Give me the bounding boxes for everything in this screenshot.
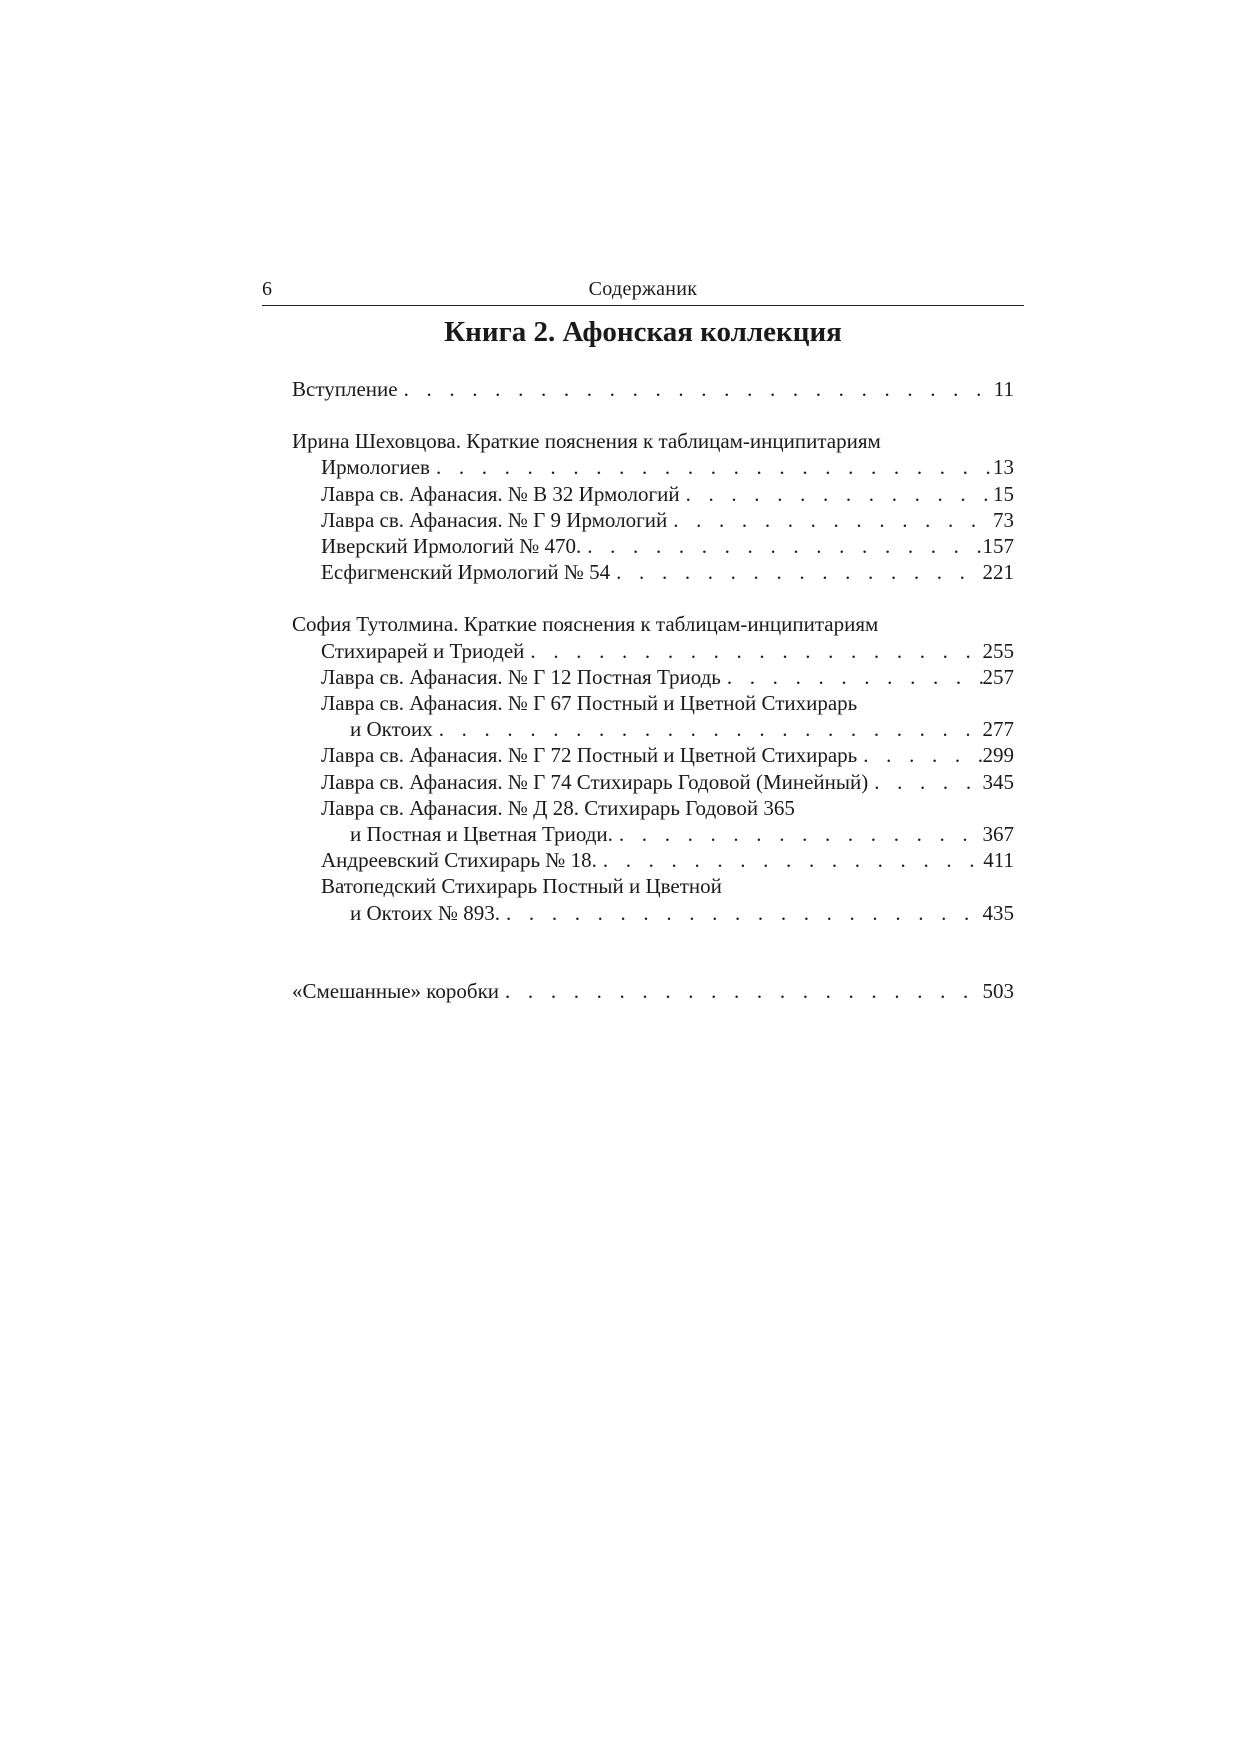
toc-entry-title: Лавра св. Афанасия. № Г 9 Ирмологий [321, 507, 668, 532]
dot-leader [430, 454, 993, 480]
running-head: Содержаник [588, 278, 698, 300]
toc-entry-title-line: Лавра св. Афанасия. № Д 28. Стихирарь Годовой 365 [321, 795, 795, 820]
dot-leader [667, 507, 993, 533]
header-rule [262, 305, 1024, 306]
toc-section-heading: Ирина Шеховцова. Краткие пояснения к таблицам-инципитариям [292, 429, 881, 454]
toc-entry-page: 411 [983, 848, 1014, 873]
toc-entry-title: Ирмологиев [321, 455, 430, 480]
toc-entry-intro[interactable] [292, 376, 1014, 402]
table-of-contents [292, 376, 1014, 1004]
toc-section-heading: София Тутолмина. Краткие пояснения к таблицам-инципитариям [292, 612, 879, 637]
toc-entry-page: 255 [982, 638, 1014, 663]
toc-entry-title: Иверский Ирмологий № 470. [321, 534, 582, 559]
toc-entry-page: 11 [993, 377, 1014, 401]
dot-leader [721, 664, 983, 690]
toc-entry-page: 503 [982, 978, 1014, 1003]
toc-entry-page: 15 [993, 481, 1014, 506]
toc-entry-title-line: Ватопедский Стихирарь Постный и Цветной [321, 874, 722, 899]
dot-leader [680, 481, 993, 507]
toc-entry[interactable] [292, 900, 1014, 926]
toc-entry-title-line: Лавра св. Афанасия. № Г 67 Постный и Цветной Стихирарь [321, 691, 858, 716]
toc-entry-page: 13 [993, 455, 1014, 480]
dot-leader [398, 376, 994, 402]
dot-leader [857, 742, 982, 768]
toc-entry[interactable] [292, 821, 1014, 847]
toc-entry-page: 345 [982, 769, 1014, 794]
toc-entry-title: и Октоих № 893. [350, 900, 501, 925]
toc-entry[interactable] [292, 559, 1014, 585]
toc-entry-page: 221 [982, 560, 1014, 585]
toc-entry-title: Лавра св. Афанасия. № Г 74 Стихирарь Годовой (Минейный) [321, 769, 869, 794]
toc-entry-title: Стихирарей и Триодей [321, 638, 525, 663]
dot-leader [613, 821, 983, 847]
book-title: Книга 2. Афонская коллекция [444, 316, 842, 348]
toc-entry-title: Лавра св. Афанасия. № Г 12 Постная Триодь [321, 664, 721, 689]
toc-entry[interactable] [292, 664, 1014, 690]
toc-entry-title: Вступление [292, 377, 398, 401]
page-number: 6 [262, 278, 272, 300]
toc-entry-page: 299 [982, 743, 1014, 768]
toc-entry-page: 367 [982, 822, 1014, 847]
toc-entry-mixed-boxes[interactable] [292, 978, 1014, 1004]
toc-entry-title: Андреевский Стихирарь № 18. [321, 848, 597, 873]
toc-entry-page: 435 [982, 900, 1014, 925]
toc-entry-title: «Смешанные» коробки [292, 978, 500, 1003]
dot-leader [610, 559, 982, 585]
dot-leader [433, 716, 983, 742]
dot-leader [581, 533, 982, 559]
dot-leader [597, 847, 983, 873]
toc-entry-page: 73 [993, 507, 1014, 532]
toc-entry[interactable] [292, 847, 1014, 873]
toc-entry-title: и Октоих [350, 717, 433, 742]
toc-entry[interactable] [292, 638, 1014, 664]
toc-entry-title: Лавра св. Афанасия. № Г 72 Постный и Цветной Стихирарь [321, 743, 858, 768]
toc-entry[interactable] [292, 742, 1014, 768]
toc-entry[interactable] [292, 533, 1014, 559]
toc-entry-title: Есфигменский Ирмологий № 54 [321, 560, 611, 585]
toc-entry-title: Лавра св. Афанасия. № В 32 Ирмологий [321, 481, 680, 506]
toc-entry-page: 257 [982, 664, 1014, 689]
toc-entry[interactable] [292, 454, 1014, 480]
dot-leader [524, 638, 982, 664]
dot-leader [499, 978, 982, 1004]
toc-entry[interactable] [292, 769, 1014, 795]
toc-entry[interactable] [292, 507, 1014, 533]
toc-entry-page: 277 [982, 717, 1014, 742]
dot-leader [868, 769, 982, 795]
toc-entry-title: и Постная и Цветная Триоди. [350, 822, 613, 847]
toc-entry[interactable] [292, 481, 1014, 507]
toc-entry-page: 157 [982, 534, 1014, 559]
toc-entry[interactable] [292, 716, 1014, 742]
dot-leader [500, 900, 982, 926]
